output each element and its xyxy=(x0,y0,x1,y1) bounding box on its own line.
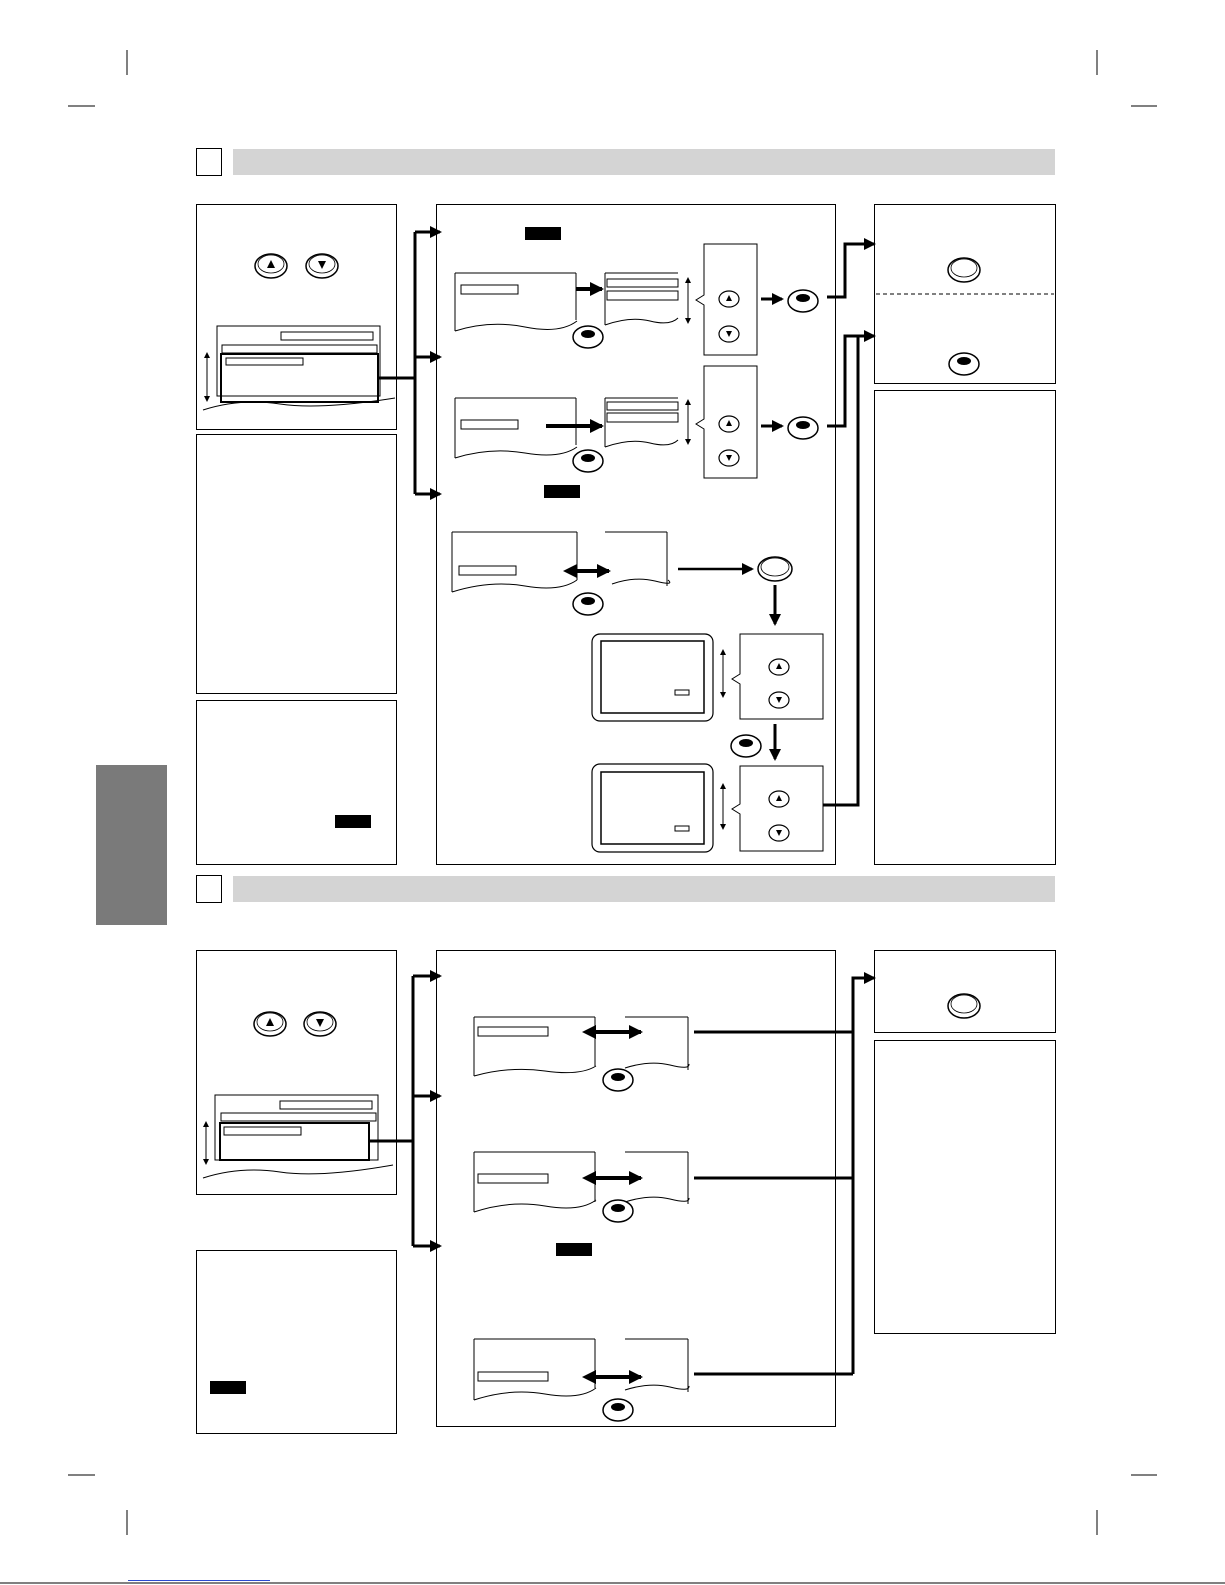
enter-button-icon xyxy=(949,353,979,375)
up-arrow-button-icon xyxy=(769,659,789,675)
enter-button-icon xyxy=(603,1399,633,1421)
menu-screen-thumbnail xyxy=(203,326,395,410)
up-arrow-button-icon xyxy=(254,1012,286,1036)
round-button-icon xyxy=(758,557,792,581)
tv-screen-2 xyxy=(592,764,713,852)
tv-screen-1 xyxy=(592,634,713,721)
down-arrow-button-icon xyxy=(719,450,739,466)
down-arrow-button-icon xyxy=(304,1012,336,1036)
enter-button-icon xyxy=(573,593,603,615)
option1-submenu xyxy=(605,273,678,325)
section-b-option2-screen xyxy=(474,1152,596,1212)
enter-button-icon xyxy=(573,450,603,472)
round-button-icon xyxy=(948,994,980,1018)
enter-button-icon xyxy=(603,1069,633,1091)
option3-submenu xyxy=(605,532,670,586)
section-b-option1-screen xyxy=(474,1017,596,1076)
enter-button-icon xyxy=(788,417,818,439)
down-arrow-button-icon xyxy=(769,692,789,708)
option2-submenu xyxy=(605,398,678,447)
up-arrow-button-icon xyxy=(719,291,739,307)
enter-button-icon xyxy=(731,735,761,757)
section-b-option1-value xyxy=(625,1017,689,1070)
option1-screen xyxy=(455,273,577,331)
section-b-option3-value xyxy=(625,1339,689,1392)
footer-link-underline xyxy=(128,1580,270,1581)
down-arrow-button-icon xyxy=(769,825,789,841)
down-arrow-button-icon xyxy=(719,326,739,342)
enter-button-icon xyxy=(573,326,603,348)
down-arrow-button-icon xyxy=(306,254,338,278)
enter-button-icon xyxy=(788,290,818,312)
option3-screen xyxy=(452,532,577,592)
up-arrow-button-icon xyxy=(255,254,287,278)
up-arrow-button-icon xyxy=(769,791,789,807)
section-b-option3-screen xyxy=(474,1339,596,1400)
up-arrow-button-icon xyxy=(719,416,739,432)
menu-screen-thumbnail xyxy=(203,1095,393,1178)
enter-button-icon xyxy=(603,1200,633,1222)
round-button-icon xyxy=(948,258,980,282)
